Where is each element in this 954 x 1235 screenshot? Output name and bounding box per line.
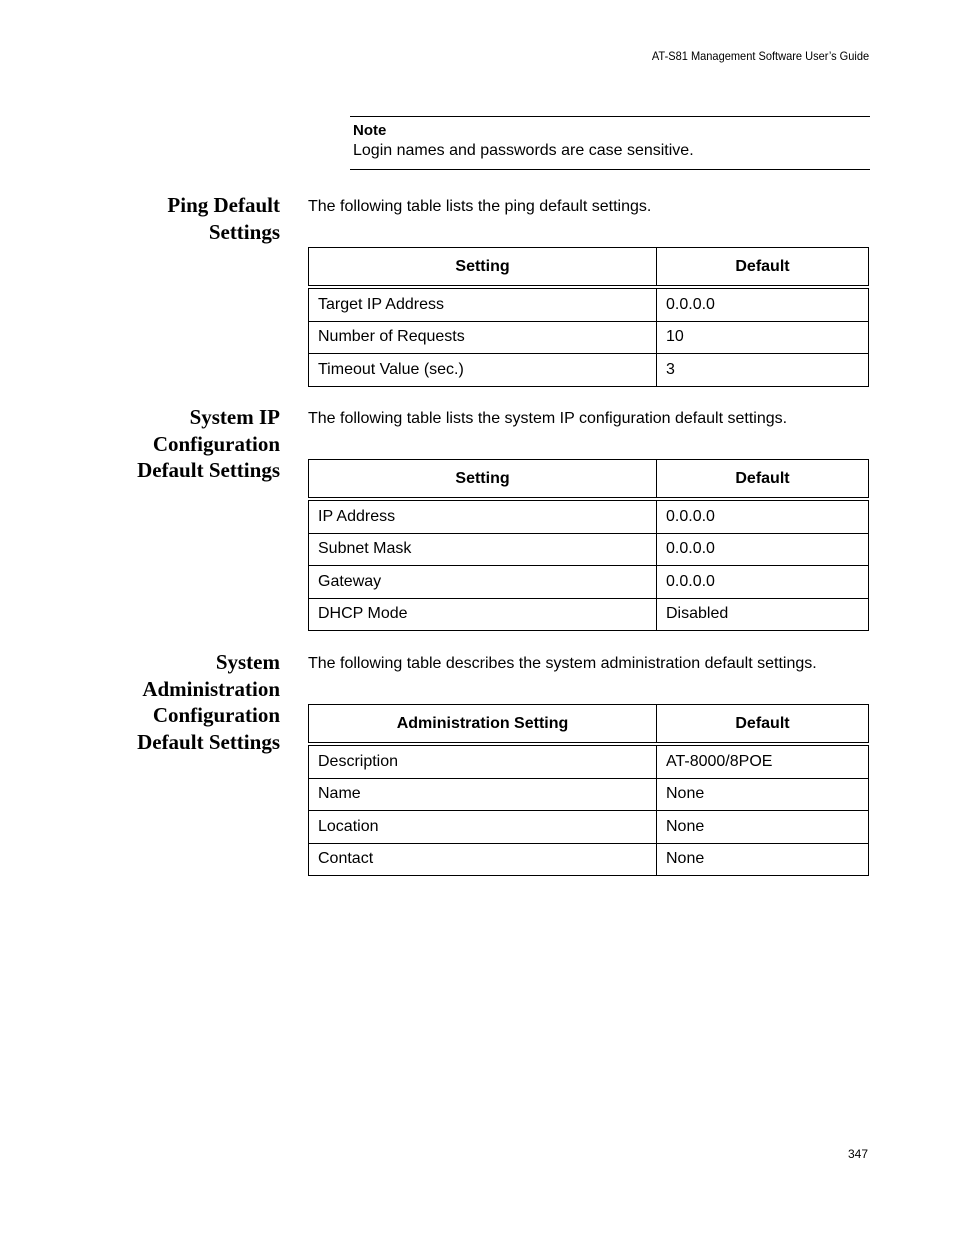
setting-cell: Name xyxy=(309,778,657,811)
table-row xyxy=(309,354,869,387)
setting-cell: Timeout Value (sec.) xyxy=(309,354,657,387)
note-title: Note xyxy=(353,122,387,139)
default-cell: 0.0.0.0 xyxy=(657,499,869,533)
default-cell: 10 xyxy=(657,321,869,354)
setting-cell: Number of Requests xyxy=(309,321,657,354)
section-heading-ping xyxy=(80,192,280,245)
section-heading-system-admin xyxy=(80,649,280,756)
default-cell: None xyxy=(657,778,869,811)
note-box xyxy=(350,116,870,170)
table-row xyxy=(309,287,869,321)
running-header: AT-S81 Management Software User’s Guide xyxy=(651,49,869,63)
table-row xyxy=(309,778,869,811)
system-ip-defaults-table xyxy=(308,459,869,631)
section-intro-system-ip: The following table lists the system IP configuration default settings. xyxy=(308,410,788,427)
heading-line: Default Settings xyxy=(137,458,280,483)
column-header: Default xyxy=(657,460,869,500)
heading-line: Administration xyxy=(142,676,280,701)
section-intro-ping: The following table lists the ping default settings. xyxy=(308,198,652,215)
section-intro-system-admin: The following table describes the system administration default settings. xyxy=(308,655,817,672)
note-text: Login names and passwords are case sensitive. xyxy=(353,142,694,159)
heading-line: System IP xyxy=(189,405,280,429)
table-row xyxy=(309,843,869,876)
column-header: Administration Setting xyxy=(309,705,657,745)
default-cell: None xyxy=(657,811,869,844)
heading-line: Ping Default xyxy=(167,193,280,217)
setting-cell: Gateway xyxy=(309,566,657,599)
column-header: Setting xyxy=(309,460,657,500)
ping-defaults-table xyxy=(308,247,869,387)
page-number: 347 xyxy=(847,1147,868,1161)
setting-cell: Subnet Mask xyxy=(309,533,657,566)
setting-cell: Target IP Address xyxy=(309,287,657,321)
table-header-row xyxy=(309,705,869,745)
column-header: Default xyxy=(657,248,869,288)
setting-cell: Description xyxy=(309,744,657,778)
default-cell: 0.0.0.0 xyxy=(657,533,869,566)
system-admin-defaults-table xyxy=(308,704,869,876)
table-row xyxy=(309,499,869,533)
column-header: Setting xyxy=(309,248,657,288)
setting-cell: DHCP Mode xyxy=(309,598,657,631)
table-row xyxy=(309,811,869,844)
heading-line: Configuration xyxy=(152,431,280,456)
table-row xyxy=(309,744,869,778)
default-cell: AT-8000/8POE xyxy=(657,744,869,778)
table-row xyxy=(309,598,869,631)
setting-cell: Location xyxy=(309,811,657,844)
default-cell: 3 xyxy=(657,354,869,387)
default-cell: Disabled xyxy=(657,598,869,631)
setting-cell: Contact xyxy=(309,843,657,876)
default-cell: 0.0.0.0 xyxy=(657,566,869,599)
table-header-row xyxy=(309,248,869,288)
table-row xyxy=(309,321,869,354)
default-cell: 0.0.0.0 xyxy=(657,287,869,321)
column-header: Default xyxy=(657,705,869,745)
default-cell: None xyxy=(657,843,869,876)
setting-cell: IP Address xyxy=(309,499,657,533)
heading-line: Default Settings xyxy=(137,730,280,755)
heading-line: System xyxy=(215,650,280,674)
heading-line: Settings xyxy=(208,219,280,244)
table-row xyxy=(309,566,869,599)
table-row xyxy=(309,533,869,566)
heading-line: Configuration xyxy=(152,703,280,728)
section-heading-system-ip xyxy=(80,404,280,484)
table-header-row xyxy=(309,460,869,500)
